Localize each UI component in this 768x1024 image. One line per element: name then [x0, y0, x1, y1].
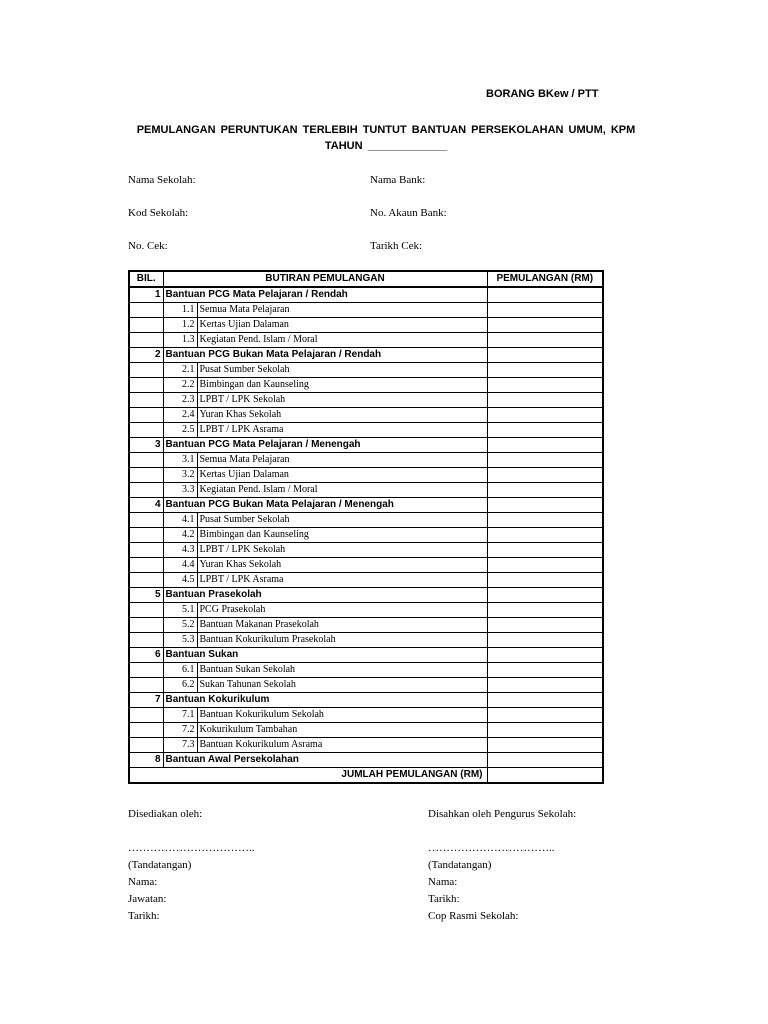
approved-by-block — [428, 806, 576, 925]
prepared-by-signature-line: …………………………….. — [128, 842, 255, 854]
header-pemulangan: PEMULANGAN (RM) — [487, 271, 603, 287]
nama-bank-label: Nama Bank: — [370, 174, 426, 186]
row-blank-cell — [129, 453, 163, 468]
row-label: Bantuan Prasekolah — [163, 588, 487, 603]
row-blank-cell — [129, 303, 163, 318]
table-row — [129, 303, 603, 318]
amount-cell[interactable] — [487, 453, 603, 468]
table-row — [129, 528, 603, 543]
amount-cell[interactable] — [487, 348, 603, 363]
table-header-row — [129, 271, 603, 287]
amount-cell[interactable] — [487, 648, 603, 663]
row-number: 7 — [129, 693, 163, 708]
row-number: 2.2 — [163, 378, 197, 393]
approved-by-cop: Cop Rasmi Sekolah: — [428, 910, 519, 922]
row-blank-cell — [129, 618, 163, 633]
table-group-row — [129, 648, 603, 663]
row-blank-cell — [129, 543, 163, 558]
row-number: 4 — [129, 498, 163, 513]
total-amount-cell[interactable] — [487, 768, 603, 784]
row-label: Bantuan PCG Bukan Mata Pelajaran / Menengah — [163, 498, 487, 513]
row-label: Yuran Khas Sekolah — [197, 558, 487, 573]
row-number: 2.4 — [163, 408, 197, 423]
amount-cell[interactable] — [487, 483, 603, 498]
row-number: 3.1 — [163, 453, 197, 468]
table-row — [129, 678, 603, 693]
row-number: 6.2 — [163, 678, 197, 693]
amount-cell[interactable] — [487, 738, 603, 753]
table-row — [129, 363, 603, 378]
table-row — [129, 558, 603, 573]
row-label: Bantuan Makanan Prasekolah — [197, 618, 487, 633]
row-number: 7.2 — [163, 723, 197, 738]
row-number: 3.2 — [163, 468, 197, 483]
row-blank-cell — [129, 408, 163, 423]
amount-cell[interactable] — [487, 528, 603, 543]
row-label: Bimbingan dan Kaunseling — [197, 528, 487, 543]
table-group-row — [129, 588, 603, 603]
table-row — [129, 543, 603, 558]
row-label: Bantuan Sukan — [163, 648, 487, 663]
amount-cell[interactable] — [487, 378, 603, 393]
amount-cell[interactable] — [487, 318, 603, 333]
approved-by-tandatangan: (Tandatangan) — [428, 859, 492, 871]
prepared-by-jawatan: Jawatan: — [128, 893, 167, 905]
table-group-row — [129, 287, 603, 303]
table-row — [129, 333, 603, 348]
table-row — [129, 708, 603, 723]
amount-cell[interactable] — [487, 543, 603, 558]
row-number: 5 — [129, 588, 163, 603]
row-label: Pusat Sumber Sekolah — [197, 513, 487, 528]
row-number: 2.1 — [163, 363, 197, 378]
row-label: Kegiatan Pend. Islam / Moral — [197, 333, 487, 348]
form-year-line: TAHUN _____________ — [324, 140, 448, 152]
row-number: 2 — [129, 348, 163, 363]
nama-sekolah-label: Nama Sekolah: — [128, 174, 196, 186]
amount-cell[interactable] — [487, 678, 603, 693]
row-label: Kokurikulum Tambahan — [197, 723, 487, 738]
row-number: 3 — [129, 438, 163, 453]
row-number: 6.1 — [163, 663, 197, 678]
row-label: LPBT / LPK Sekolah — [197, 543, 487, 558]
row-number: 1 — [129, 287, 163, 303]
row-blank-cell — [129, 393, 163, 408]
total-row — [129, 768, 603, 784]
row-label: Sukan Tahunan Sekolah — [197, 678, 487, 693]
row-label: Bantuan Kokurikulum Sekolah — [197, 708, 487, 723]
row-label: Kegiatan Pend. Islam / Moral — [197, 483, 487, 498]
row-label: Bantuan Kokurikulum Prasekolah — [197, 633, 487, 648]
table-group-row — [129, 693, 603, 708]
row-label: Bantuan PCG Mata Pelajaran / Rendah — [163, 287, 487, 303]
row-blank-cell — [129, 378, 163, 393]
amount-cell[interactable] — [487, 513, 603, 528]
amount-cell[interactable] — [487, 753, 603, 768]
row-blank-cell — [129, 423, 163, 438]
row-label: Pusat Sumber Sekolah — [197, 363, 487, 378]
row-blank-cell — [129, 723, 163, 738]
amount-cell[interactable] — [487, 333, 603, 348]
amount-cell[interactable] — [487, 303, 603, 318]
row-blank-cell — [129, 708, 163, 723]
row-blank-cell — [129, 333, 163, 348]
amount-cell[interactable] — [487, 438, 603, 453]
table-row — [129, 453, 603, 468]
prepared-by-tarikh: Tarikh: — [128, 910, 160, 922]
table-row — [129, 513, 603, 528]
row-label: LPBT / LPK Asrama — [197, 573, 487, 588]
amount-cell[interactable] — [487, 693, 603, 708]
amount-cell[interactable] — [487, 558, 603, 573]
row-number: 3.3 — [163, 483, 197, 498]
approved-by-signature-line: …………………………….. — [428, 842, 555, 854]
row-label: Bantuan Kokurikulum — [163, 693, 487, 708]
row-number: 5.1 — [163, 603, 197, 618]
row-label: Kertas Ujian Dalaman — [197, 468, 487, 483]
row-number: 8 — [129, 753, 163, 768]
row-label: Bimbingan dan Kaunseling — [197, 378, 487, 393]
row-blank-cell — [129, 558, 163, 573]
row-number: 4.2 — [163, 528, 197, 543]
amount-cell[interactable] — [487, 393, 603, 408]
row-label: Bantuan Awal Persekolahan — [163, 753, 487, 768]
prepared-by-block — [128, 806, 255, 925]
prepared-by-nama: Nama: — [128, 876, 158, 888]
row-number: 4.1 — [163, 513, 197, 528]
table-row — [129, 603, 603, 618]
amount-cell[interactable] — [487, 603, 603, 618]
row-number: 7.3 — [163, 738, 197, 753]
row-blank-cell — [129, 363, 163, 378]
pemulangan-table — [128, 270, 604, 784]
row-label: Yuran Khas Sekolah — [197, 408, 487, 423]
row-label: Bantuan Kokurikulum Asrama — [197, 738, 487, 753]
row-number: 2.5 — [163, 423, 197, 438]
row-blank-cell — [129, 633, 163, 648]
table-row — [129, 573, 603, 588]
row-number: 4.3 — [163, 543, 197, 558]
form-code: BORANG BKew / PTT — [486, 88, 599, 100]
amount-cell[interactable] — [487, 723, 603, 738]
table-row — [129, 423, 603, 438]
row-label: Semua Mata Pelajaran — [197, 303, 487, 318]
row-number: 1.3 — [163, 333, 197, 348]
row-label: LPBT / LPK Sekolah — [197, 393, 487, 408]
amount-cell[interactable] — [487, 633, 603, 648]
amount-cell[interactable] — [487, 618, 603, 633]
amount-cell[interactable] — [487, 708, 603, 723]
prepared-by-heading: Disediakan oleh: — [128, 808, 203, 820]
form-title: PEMULANGAN PERUNTUKAN TERLEBIH TUNTUT BANTUAN PERSEKOLAHAN UMUM, KPM — [136, 124, 636, 136]
row-blank-cell — [129, 603, 163, 618]
row-number: 6 — [129, 648, 163, 663]
approved-by-nama: Nama: — [428, 876, 458, 888]
approved-by-tarikh: Tarikh: — [428, 893, 460, 905]
table-row — [129, 483, 603, 498]
table-row — [129, 468, 603, 483]
table-group-row — [129, 753, 603, 768]
amount-cell[interactable] — [487, 363, 603, 378]
table-row — [129, 618, 603, 633]
row-number: 4.4 — [163, 558, 197, 573]
amount-cell[interactable] — [487, 588, 603, 603]
table-row — [129, 633, 603, 648]
row-blank-cell — [129, 528, 163, 543]
amount-cell[interactable] — [487, 573, 603, 588]
table-row — [129, 723, 603, 738]
row-label: Semua Mata Pelajaran — [197, 453, 487, 468]
table-row — [129, 408, 603, 423]
row-blank-cell — [129, 738, 163, 753]
row-number: 5.2 — [163, 618, 197, 633]
amount-cell[interactable] — [487, 468, 603, 483]
row-number: 1.1 — [163, 303, 197, 318]
no-cek-label: No. Cek: — [128, 240, 168, 252]
tarikh-cek-label: Tarikh Cek: — [370, 240, 423, 252]
no-akaun-label: No. Akaun Bank: — [370, 207, 447, 219]
amount-cell[interactable] — [487, 408, 603, 423]
row-label: Bantuan PCG Mata Pelajaran / Menengah — [163, 438, 487, 453]
row-label: LPBT / LPK Asrama — [197, 423, 487, 438]
table-row — [129, 318, 603, 333]
row-label: PCG Prasekolah — [197, 603, 487, 618]
row-blank-cell — [129, 678, 163, 693]
amount-cell[interactable] — [487, 663, 603, 678]
amount-cell[interactable] — [487, 423, 603, 438]
kod-sekolah-label: Kod Sekolah: — [128, 207, 189, 219]
amount-cell[interactable] — [487, 498, 603, 513]
row-label: Bantuan PCG Bukan Mata Pelajaran / Rendah — [163, 348, 487, 363]
table-row — [129, 393, 603, 408]
prepared-by-tandatangan: (Tandatangan) — [128, 859, 192, 871]
row-number: 4.5 — [163, 573, 197, 588]
row-number: 2.3 — [163, 393, 197, 408]
header-bil: BIL. — [129, 271, 163, 287]
amount-cell[interactable] — [487, 287, 603, 303]
table-row — [129, 663, 603, 678]
row-number: 1.2 — [163, 318, 197, 333]
row-blank-cell — [129, 513, 163, 528]
row-blank-cell — [129, 318, 163, 333]
row-blank-cell — [129, 663, 163, 678]
row-label: Kertas Ujian Dalaman — [197, 318, 487, 333]
table-group-row — [129, 348, 603, 363]
row-number: 7.1 — [163, 708, 197, 723]
table-row — [129, 738, 603, 753]
table-group-row — [129, 498, 603, 513]
header-butiran: BUTIRAN PEMULANGAN — [163, 271, 487, 287]
table-row — [129, 378, 603, 393]
total-label: JUMLAH PEMULANGAN (RM) — [129, 768, 487, 784]
table-group-row — [129, 438, 603, 453]
row-blank-cell — [129, 468, 163, 483]
row-label: Bantuan Sukan Sekolah — [197, 663, 487, 678]
approved-by-heading: Disahkan oleh Pengurus Sekolah: — [428, 808, 577, 820]
row-blank-cell — [129, 573, 163, 588]
row-number: 5.3 — [163, 633, 197, 648]
row-blank-cell — [129, 483, 163, 498]
